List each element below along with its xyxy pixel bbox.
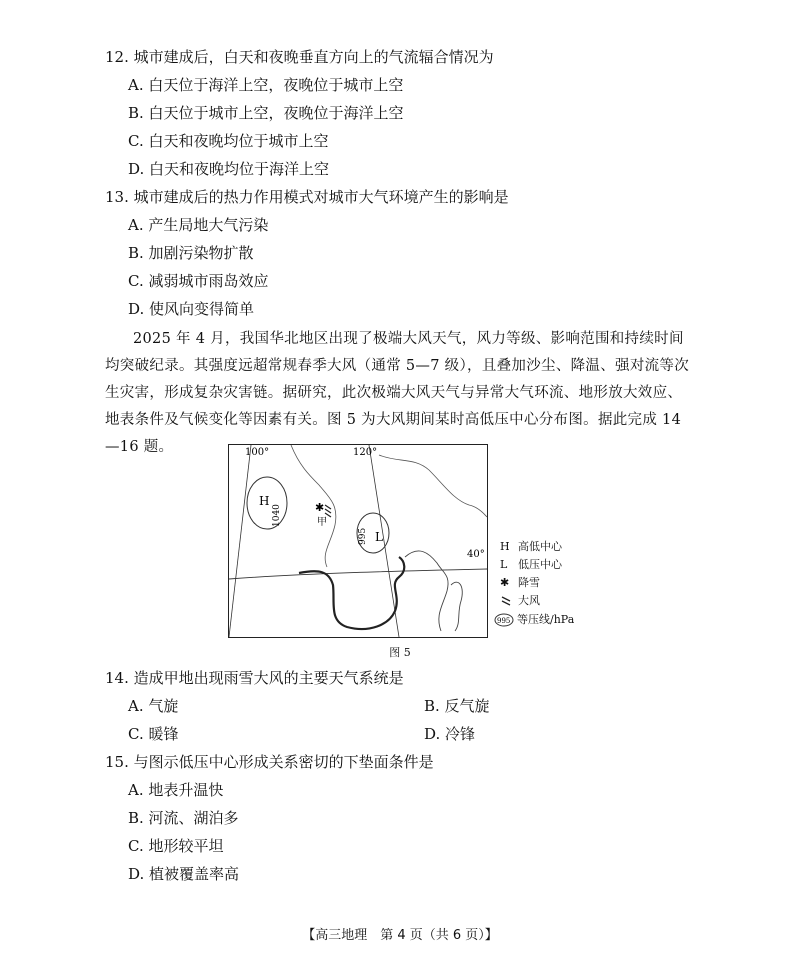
isobar-995-label: 995 <box>358 527 368 545</box>
q14-option-b: B. 反气旋 <box>424 697 490 715</box>
legend-isobar: 995 等压线/hPa <box>493 612 574 628</box>
passage-text: 2025 年 4 月，我国华北地区出现了极端大风天气，风力等级、影响范围和持续时间均突破纪录。其强度远超常规春季大风（通常 5—7 级），且叠加沙尘、降温、强对流等次生灾害，形成复杂灾害链。据研究，此次极端大风天气与异常大气环流、地形放大效应、地表条件及气候变化等因素有关。图 5 为大风期间某时高低压中心分布图。据此完成 14—16 题。 <box>105 331 690 455</box>
high-center-label: H <box>259 494 270 508</box>
q13-option-c: C. 减弱城市雨岛效应 <box>128 272 269 290</box>
page-footer: 【高三地理 第 4 页（共 6 页）】 <box>302 928 498 943</box>
q13-option-a: A. 产生局地大气污染 <box>128 216 269 234</box>
q12-option-b: B. 白天位于城市上空，夜晚位于海洋上空 <box>128 104 404 122</box>
parallel-40 <box>229 569 487 579</box>
isobar-1040-label: 1040 <box>272 504 282 527</box>
isobar-icon <box>493 612 515 628</box>
border-line <box>291 445 336 567</box>
legend-high: H 高低中心 <box>500 540 562 553</box>
q12-option-a: A. 白天位于海洋上空，夜晚位于城市上空 <box>128 76 404 94</box>
lat-40-label: 40° <box>467 549 485 560</box>
q12-option-d: D. 白天和夜晚均位于海洋上空 <box>128 160 330 178</box>
q14-option-a: A. 气旋 <box>128 697 179 715</box>
legend-low: L 低压中心 <box>500 558 562 571</box>
q13-stem: 13. 城市建成后的热力作用模式对城市大气环境产生的影响是 <box>105 188 509 206</box>
lon-120-label: 120° <box>353 447 378 458</box>
q14-option-c: C. 暖锋 <box>128 725 179 743</box>
q12-stem: 12. 城市建成后，白天和夜晚垂直方向上的气流辐合情况为 <box>105 48 494 66</box>
wind-icon <box>500 595 514 607</box>
q14-stem: 14. 造成甲地出现雨雪大风的主要天气系统是 <box>105 669 404 687</box>
legend-snow: ✱ 降雪 <box>500 576 540 589</box>
border-line <box>379 455 487 517</box>
q13-option-d: D. 使风向变得简单 <box>128 300 255 318</box>
q15-option-a: A. 地表升温快 <box>128 781 224 799</box>
legend-wind: 大风 <box>500 594 540 608</box>
coastline <box>451 582 462 631</box>
q15-option-c: C. 地形较平坦 <box>128 837 224 855</box>
weather-map <box>228 444 488 638</box>
q13-option-b: B. 加剧污染物扩散 <box>128 244 254 262</box>
meridian-120 <box>369 445 399 637</box>
low-center-label: L <box>375 530 383 544</box>
place-jia-label: 甲 <box>317 517 327 528</box>
lon-100-label: 100° <box>245 447 270 458</box>
meridian-100 <box>229 445 251 637</box>
snow-icon: ✱ <box>315 501 325 514</box>
q12-option-c: C. 白天和夜晚均位于城市上空 <box>128 132 329 150</box>
svg-text:995: 995 <box>497 617 511 625</box>
wind-icon <box>325 505 331 517</box>
figure-caption: 图 5 <box>389 646 411 659</box>
q15-stem: 15. 与图示低压中心形成关系密切的下垫面条件是 <box>105 753 434 771</box>
q15-option-b: B. 河流、湖泊多 <box>128 809 239 827</box>
coastline <box>405 551 448 631</box>
q15-option-d: D. 植被覆盖率高 <box>128 865 240 883</box>
q14-option-d: D. 冷锋 <box>424 725 476 743</box>
